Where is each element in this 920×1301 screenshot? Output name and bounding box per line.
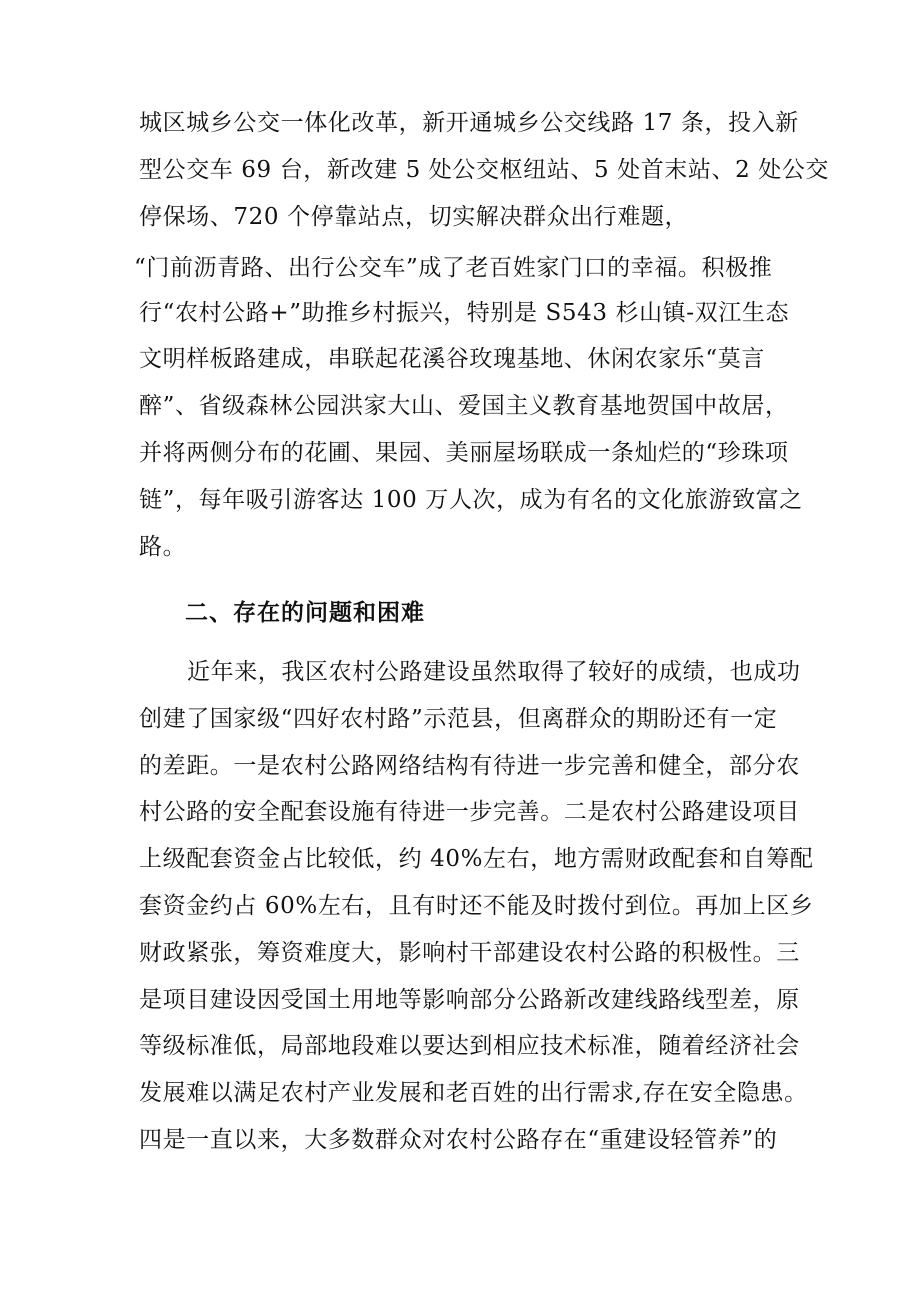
text-line: 链”，每年吸引游客达 100 万人次，成为有名的文化旅游致富之 [139,487,803,513]
text-line: 发展难以满足农村产业发展和老百姓的出行需求,存在安全隐患。 [139,1080,808,1106]
text-line: 上级配套资金占比较低，约 40%左右，地方需财政配套和自筹配 [139,846,814,872]
text-line: 型公交车 69 台，新改建 5 处公交枢纽站、5 处首末站、2 处公交 [139,157,830,183]
text-line: 的差距。一是农村公路网络结构有待进一步完善和健全，部分农 [139,753,800,779]
text-line: 等级标准低，局部地段难以要达到相应技术标准，随着经济社会 [139,1033,800,1059]
text-line: 路。 [139,534,187,560]
text-line: “门前沥青路、出行公交车”成了老百姓家门口的幸福。积极推 [134,255,773,281]
text-line: 村公路的安全配套设施有待进一步完善。二是农村公路建设项目 [139,799,800,825]
text-line: 近年来，我区农村公路建设虽然取得了较好的成绩，也成功 [187,659,801,685]
text-line: 行“农村公路+”助推乡村振兴，特别是 S543 杉山镇-双江生态 [139,300,790,326]
text-line: 醉”、省级森林公园洪家大山、爱国主义教育基地贺国中故居， [139,393,789,419]
text-line: 城区城乡公交一体化改革，新开通城乡公交线路 17 条，投入新 [139,110,799,136]
text-line: 套资金约占 60%左右，且有时还不能及时拨付到位。再加上区乡 [139,893,814,919]
text-line: 停保场、720 个停靠站点，切实解决群众出行难题， [139,204,689,230]
text-line: 并将两侧分布的花圃、果园、美丽屋场联成一条灿烂的“珍珠项 [139,440,789,466]
section-heading: 二、存在的问题和困难 [185,600,425,626]
text-line: 财政紧张，筹资难度大，影响村干部建设农村公路的积极性。三 [139,940,800,966]
text-line: 四是一直以来，大多数群众对农村公路存在“重建设轻管养”的 [139,1127,778,1153]
text-line: 文明样板路建成，串联起花溪谷玫瑰基地、休闲农家乐“莫言 [139,346,765,372]
text-line: 创建了国家级“四好农村路”示范县，但离群众的期盼还有一定 [139,706,778,732]
text-line: 是项目建设因受国土用地等影响部分公路新改建线路线型差，原 [139,987,800,1013]
